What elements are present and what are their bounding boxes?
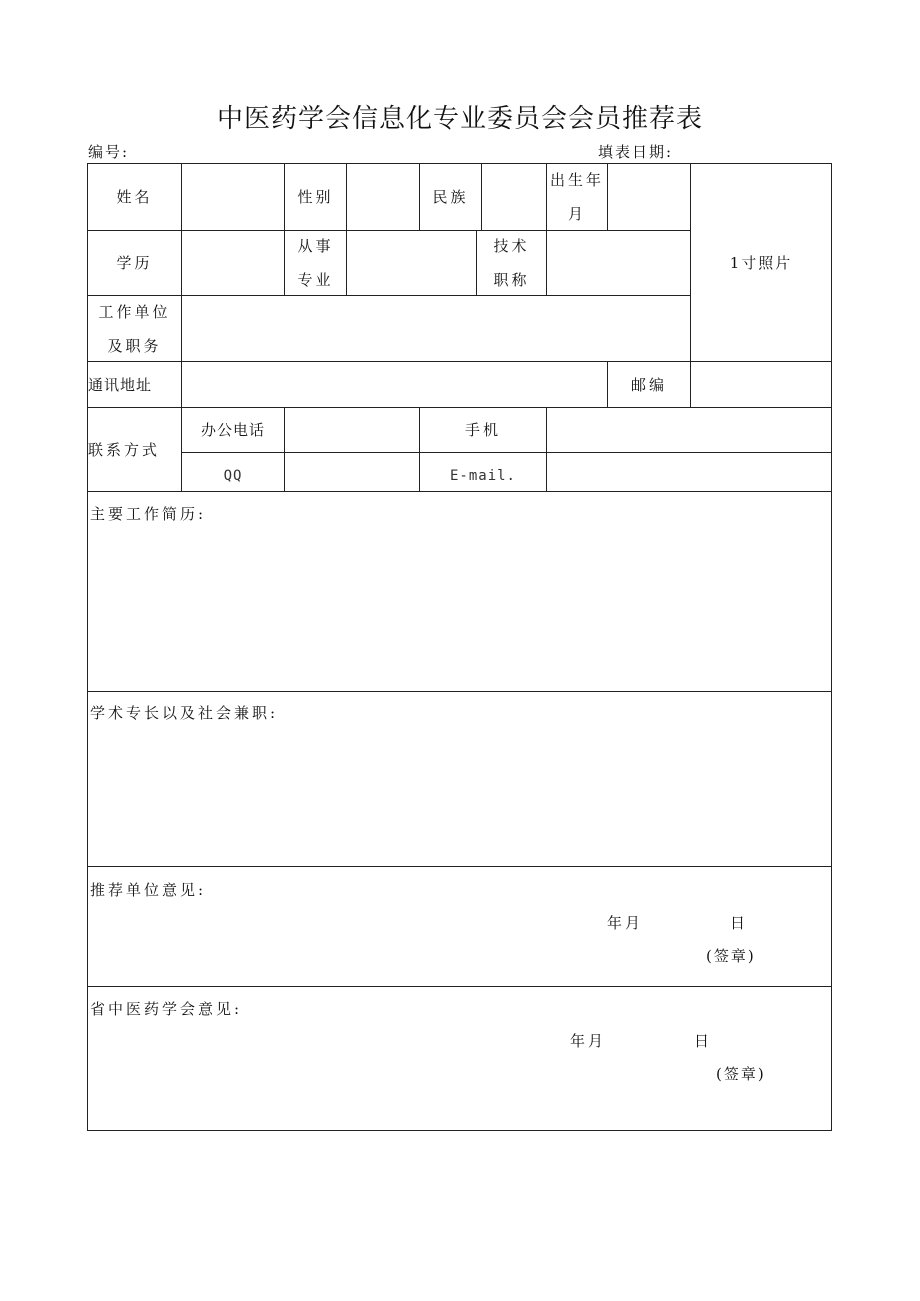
recommender-opinion-label: 推荐单位意见: [90,881,207,899]
address-input[interactable] [182,362,607,407]
expertise-area[interactable] [88,730,831,865]
form-title: 中医药学会信息化专业委员会会员推荐表 [216,104,703,134]
ethnicity-label: 民族 [432,188,469,206]
gender-label: 性别 [297,188,334,206]
resume-label: 主要工作简历: [90,505,207,523]
provincial-opinion-label: 省中医药学会意见: [90,1000,243,1018]
photo-slot[interactable]: 1寸照片 [729,253,793,272]
work-unit-label [88,296,181,361]
qq-input[interactable] [285,453,419,491]
work-unit-line2: 及职务 [107,336,162,355]
ethnicity-input[interactable] [482,164,546,230]
mobile-label: 手机 [464,421,501,439]
work-unit-input[interactable] [182,296,690,361]
birth-label-line1: 出生年 [549,171,604,189]
contact-label: 联系方式 [88,440,161,459]
professional-title-label [477,231,546,295]
number-label: 编号: [88,143,130,161]
birth-label-line2: 月 [567,205,586,223]
email-input[interactable] [547,453,831,491]
office-phone-input[interactable] [285,408,419,452]
professional-title-line1: 技术 [493,237,530,255]
professional-title-line2: 职称 [493,271,530,289]
postcode-input[interactable] [691,362,831,407]
email-label: E-mail. [449,468,516,484]
provincial-year-month: 年月 [570,1032,607,1050]
gender-input[interactable] [347,164,419,230]
work-unit-line1: 工作单位 [98,302,171,321]
address-label: 通讯地址 [88,375,153,394]
provincial-seal: (签章) [716,1065,766,1083]
qq-label: QQ [223,468,243,484]
name-label: 姓名 [116,188,153,206]
recommender-year-month: 年月 [607,914,644,932]
education-input[interactable] [182,231,284,295]
resume-area[interactable] [88,530,831,690]
major-input[interactable] [347,231,476,295]
professional-title-input[interactable] [547,231,690,295]
major-label-line1: 从事 [297,237,334,255]
date-label: 填表日期: [598,143,674,161]
provincial-day: 日 [694,1032,713,1050]
expertise-label: 学术专长以及社会兼职: [90,704,279,722]
birth-input[interactable] [608,164,690,230]
recommender-day: 日 [730,914,749,932]
major-label [285,231,346,295]
education-label: 学历 [116,254,153,272]
recommender-seal: (签章) [706,947,756,965]
name-input[interactable] [182,164,284,230]
birth-label [547,164,607,230]
major-label-line2: 专业 [297,271,334,289]
postcode-label: 邮编 [630,375,667,394]
office-phone-label: 办公电话 [200,421,265,439]
mobile-input[interactable] [547,408,831,452]
